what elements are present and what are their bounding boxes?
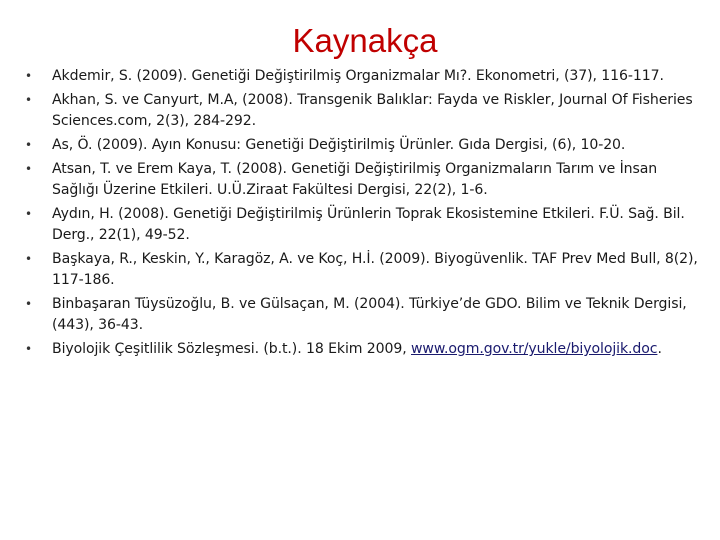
reference-item: [25, 249, 705, 291]
reference-item: [25, 339, 705, 360]
reference-suffix: .: [657, 341, 662, 357]
bullet-icon: •: [25, 162, 32, 176]
bullet-icon: •: [25, 69, 32, 83]
reference-text: As, Ö. (2009). Ayın Konusu: Genetiği Değiştirilmiş Ürünler. Gıda Dergisi, (6), 10-20.: [52, 137, 626, 153]
bullet-icon: •: [25, 342, 32, 356]
bullet-icon: •: [25, 297, 32, 311]
reference-item: [25, 294, 705, 336]
bullet-icon: •: [25, 138, 32, 152]
reference-list: [25, 66, 705, 363]
bullet-icon: •: [25, 93, 32, 107]
reference-text: Binbaşaran Tüysüzoğlu, B. ve Gülsaçan, M. (2004). Türkiye’de GDO. Bilim ve Teknik Dergisi, (443), 36-43.: [52, 296, 687, 333]
reference-text: Atsan, T. ve Erem Kaya, T. (2008). Genetiği Değiştirilmiş Organizmaların Tarım ve İnsan Sağlığı Üzerine Etkileri. U.Ü.Ziraat Fakültesi Dergisi, 22(2), 1-6.: [52, 161, 658, 198]
reference-item: [25, 159, 705, 201]
reference-text: Aydın, H. (2008). Genetiği Değiştirilmiş Ürünlerin Toprak Ekosistemine Etkileri. F.Ü. Sağ. Bil. Derg., 22(1), 49-52.: [52, 206, 685, 243]
page-title: Kaynakça: [292, 22, 438, 59]
reference-item: [25, 66, 705, 87]
reference-item: [25, 90, 705, 132]
reference-item: [25, 204, 705, 246]
reference-text: Akhan, S. ve Canyurt, M.A, (2008). Transgenik Balıklar: Fayda ve Riskler, Journal Of Fisheries Sciences.com, 2(3), 284-292.: [52, 92, 693, 129]
reference-text: Akdemir, S. (2009). Genetiği Değiştirilmiş Organizmalar Mı?. Ekonometri, (37), 116-117.: [52, 68, 664, 84]
reference-link[interactable]: www.ogm.gov.tr/yukle/biyolojik.doc: [411, 341, 658, 357]
reference-text: Başkaya, R., Keskin, Y., Karagöz, A. ve Koç, H.İ. (2009). Biyogüvenlik. TAF Prev Med Bull, 8(2), 117-186.: [52, 251, 698, 288]
bullet-icon: •: [25, 207, 32, 221]
reference-item: [25, 135, 705, 156]
reference-text: Biyolojik Çeşitlilik Sözleşmesi. (b.t.). 18 Ekim 2009,: [52, 341, 411, 357]
bullet-icon: •: [25, 252, 32, 266]
